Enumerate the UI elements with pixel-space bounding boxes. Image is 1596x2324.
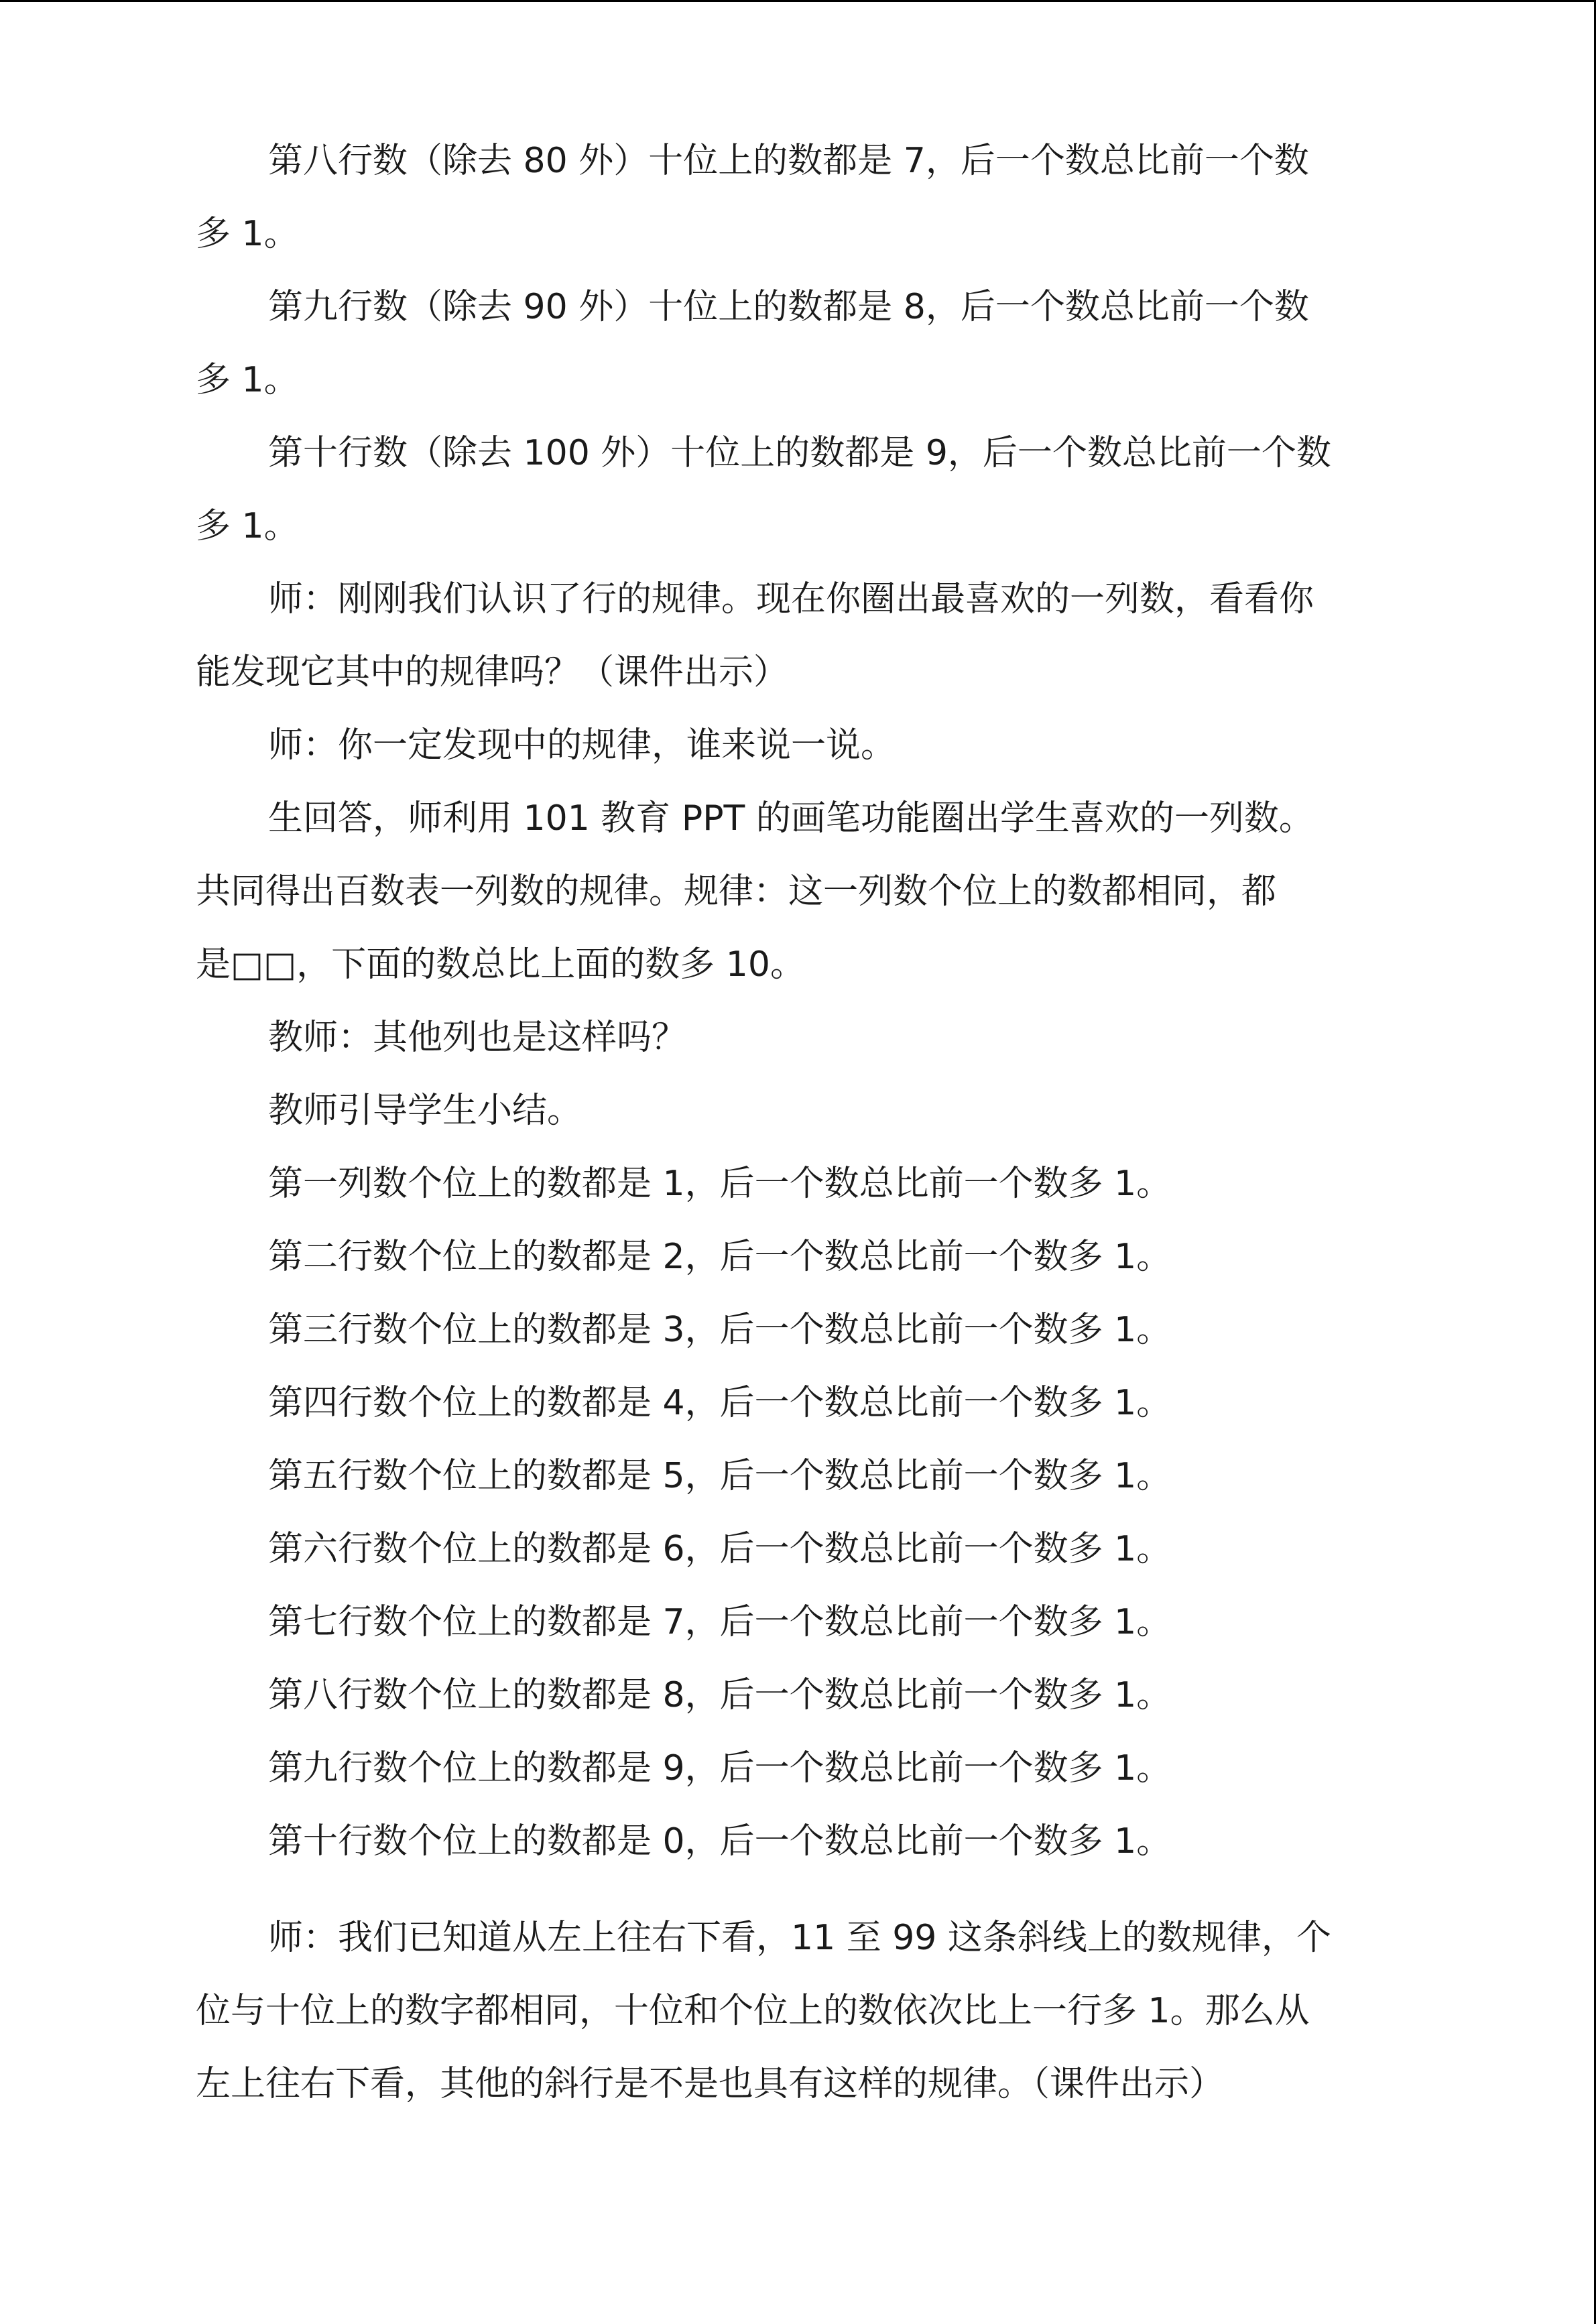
paragraph-student-answer-line-3: 是□□，下面的数总比上面的数多 10。	[196, 944, 805, 985]
paragraph-row-10-line-1: 第十行数（除去 100 外）十位上的数都是 9，后一个数总比前一个数	[268, 433, 1331, 473]
paragraph-row-8-line-2: 多 1。	[196, 214, 299, 254]
page-border-top	[0, 0, 1596, 2]
paragraph-row-10-line-2: 多 1。	[196, 506, 299, 546]
summary-line-1: 第一列数个位上的数都是 1，后一个数总比前一个数多 1。	[268, 1164, 1172, 1204]
summary-line-2: 第二行数个位上的数都是 2，后一个数总比前一个数多 1。	[268, 1237, 1172, 1277]
paragraph-teacher-summary: 教师引导学生小结。	[268, 1091, 582, 1131]
summary-line-9: 第九行数个位上的数都是 9，后一个数总比前一个数多 1。	[268, 1748, 1172, 1788]
summary-line-7: 第七行数个位上的数都是 7，后一个数总比前一个数多 1。	[268, 1602, 1172, 1642]
paragraph-diagonal-line-3: 左上往右下看，其他的斜行是不是也具有这样的规律。（课件出示）	[196, 2064, 1225, 2104]
paragraph-row-9-line-2: 多 1。	[196, 360, 299, 400]
summary-line-6: 第六行数个位上的数都是 6，后一个数总比前一个数多 1。	[268, 1529, 1172, 1569]
paragraph-student-answer-line-2: 共同得出百数表一列数的规律。规律：这一列数个位上的数都相同，都	[196, 871, 1277, 912]
document-body	[196, 125, 1402, 2121]
paragraph-teacher-column-question-line-1: 师：刚刚我们认识了行的规律。现在你圈出最喜欢的一列数，看看你	[268, 579, 1314, 619]
paragraph-row-9-line-1: 第九行数（除去 90 外）十位上的数都是 8，后一个数总比前一个数	[268, 287, 1309, 327]
summary-line-5: 第五行数个位上的数都是 5，后一个数总比前一个数多 1。	[268, 1456, 1172, 1496]
paragraph-row-8-line-1: 第八行数（除去 80 外）十位上的数都是 7，后一个数总比前一个数	[268, 141, 1309, 181]
paragraph-diagonal-line-2: 位与十位上的数字都相同，十位和个位上的数依次比上一行多 1。那么从	[196, 1991, 1310, 2031]
paragraph-teacher-prompt: 师：你一定发现中的规律，谁来说一说。	[268, 725, 896, 766]
paragraph-teacher-other-columns: 教师：其他列也是这样吗？	[268, 1018, 687, 1058]
paragraph-gap	[196, 1878, 1402, 1902]
summary-line-3: 第三行数个位上的数都是 3，后一个数总比前一个数多 1。	[268, 1310, 1172, 1350]
summary-line-8: 第八行数个位上的数都是 8，后一个数总比前一个数多 1。	[268, 1675, 1172, 1715]
paragraph-teacher-column-question-line-2: 能发现它其中的规律吗？（课件出示）	[196, 652, 789, 692]
paragraph-student-answer-line-1: 生回答，师利用 101 教育 PPT 的画笔功能圈出学生喜欢的一列数。	[268, 798, 1314, 839]
summary-line-4: 第四行数个位上的数都是 4，后一个数总比前一个数多 1。	[268, 1383, 1172, 1423]
paragraph-diagonal-line-1: 师：我们已知道从左上往右下看，11 至 99 这条斜线上的数规律，个	[268, 1918, 1331, 1958]
summary-line-10: 第十行数个位上的数都是 0，后一个数总比前一个数多 1。	[268, 1821, 1172, 1861]
